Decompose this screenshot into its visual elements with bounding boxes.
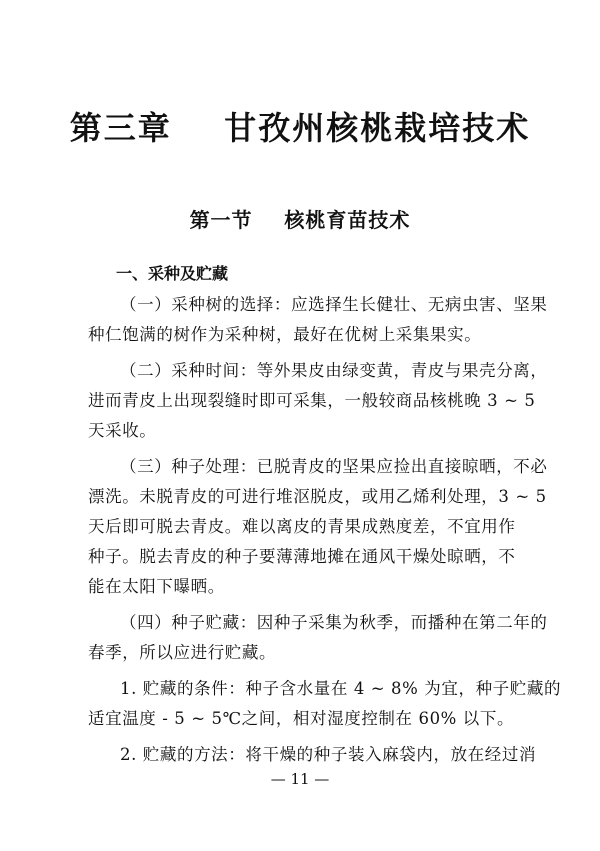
text-line: 漂洗。未脱青皮的可进行堆沤脱皮，或用乙烯利处理，3 ~ 5 xyxy=(88,487,547,506)
chapter-title: 第三章 甘孜州核桃栽培技术 xyxy=(69,109,531,147)
text-line: 适宜温度 - 5 ~ 5℃之间，相对湿度控制在 60% 以下。 xyxy=(88,709,515,728)
text-line: （四）种子贮藏：因种子采集为秋季，而播种在第二年的 xyxy=(120,613,548,632)
paragraph xyxy=(88,674,562,734)
text-line: 进而青皮上出现裂缝时即可采集，一般较商品核桃晚 3 ~ 5 xyxy=(88,391,536,410)
paragraph xyxy=(88,608,548,668)
paragraph xyxy=(88,290,548,350)
text-line: （一）采种树的选择：应选择生长健壮、无病虫害、坚果 xyxy=(120,295,548,314)
text-line: （二）采种时间：等外果皮由绿变黄，青皮与果壳分离， xyxy=(120,361,548,380)
paragraph xyxy=(88,452,548,602)
page-number: — 11 — xyxy=(270,770,330,788)
text-line: 天采收。 xyxy=(88,421,157,440)
paragraph xyxy=(88,356,548,446)
subheading: 一、采种及贮藏 xyxy=(116,264,229,283)
text-line: 种子。脱去青皮的种子要薄薄地摊在通风干燥处晾晒，不 xyxy=(88,547,516,566)
text-line: 1. 贮藏的条件：种子含水量在 4 ~ 8% 为宜，种子贮藏的 xyxy=(120,679,562,698)
text-line: （三）种子处理：已脱青皮的坚果应捡出直接晾晒，不必 xyxy=(120,457,548,476)
text-line: 春季，所以应进行贮藏。 xyxy=(88,643,277,662)
text-line: 种仁饱满的树作为采种树，最好在优树上采集果实。 xyxy=(88,325,482,344)
text-line: 能在太阳下曝晒。 xyxy=(88,577,225,596)
text-line: 2. 贮藏的方法：将干燥的种子装入麻袋内，放在经过消 xyxy=(120,745,537,764)
paragraph xyxy=(88,740,537,770)
body-text xyxy=(88,290,562,770)
text-line: 天后即可脱去青皮。难以离皮的青果成熟度差，不宜用作 xyxy=(88,517,516,536)
section-title: 第一节 核桃育苗技术 xyxy=(189,208,411,232)
